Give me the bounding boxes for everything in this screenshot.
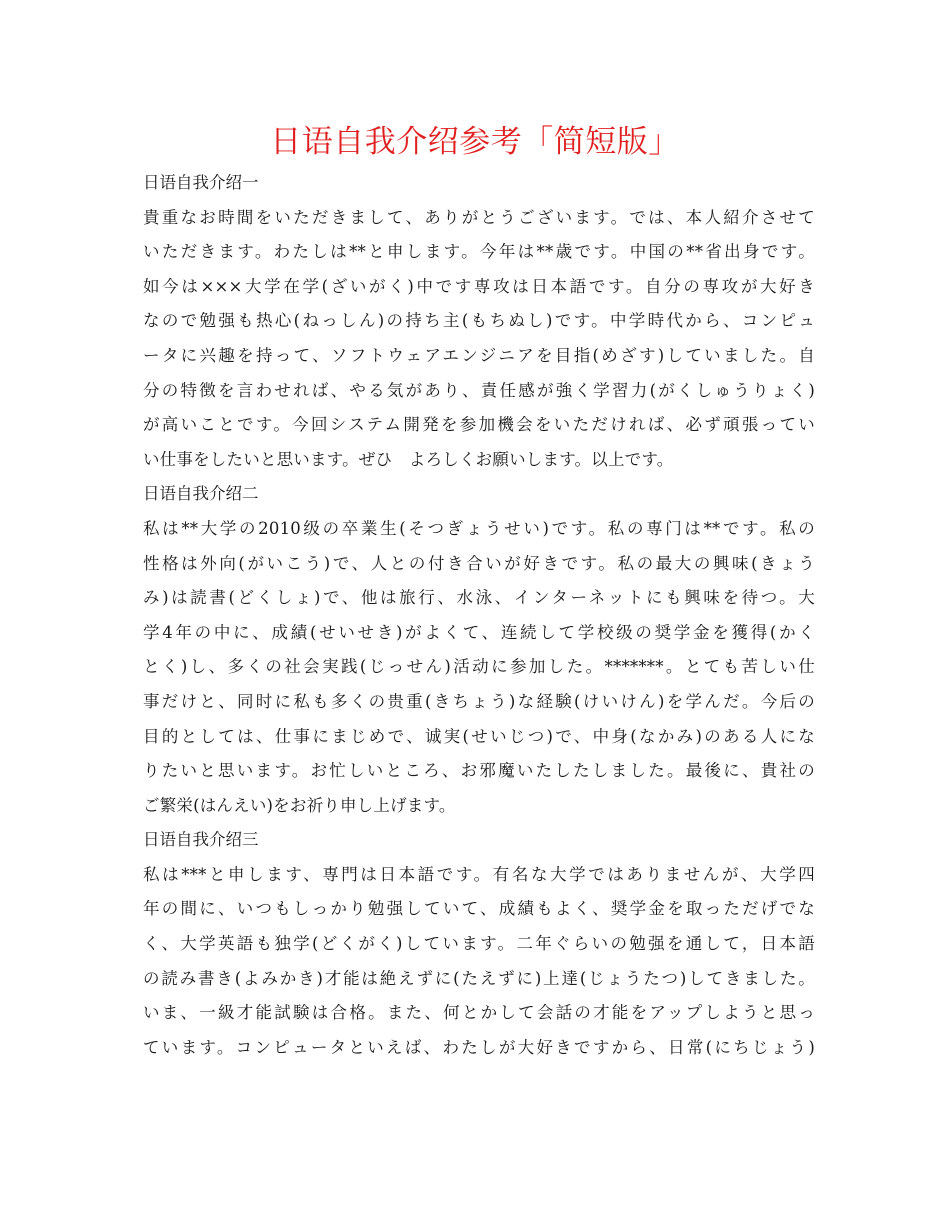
paragraph-line: ータに兴趣を持って、ソフトウェアエンジニアを目指(めざす)していました。自 [143,345,815,365]
paragraph-line: 私は***と申します、専門は日本語です。有名な大学ではありませんが、大学四 [143,864,815,884]
paragraph-line: いま、一級才能試験は合格。また、何とかして会話の才能をアップしようと思っ [143,1003,815,1023]
paragraph-line: 事だけと、同时に私も多くの贵重(きちょう)な経験(けいけん)を学んだ。今后の [143,691,815,711]
paragraph-line: い仕事をしたいと思います。ぜひ よろしくお願いします。以上です。 [143,449,674,469]
paragraph-line: の読み書き(よみかき)才能は絶えずに(たえずに)上達(じょうたつ)してきました。 [143,968,815,988]
paragraph-line: 如今は×××大学在学(ざいがく)中です専攻は日本語です。自分の専攻が大好き [143,276,815,296]
paragraph-line: 貴重なお時間をいただきまして、ありがとうございます。では、本人紹介させて [143,207,815,227]
paragraph-line: く、大学英語も独学(どくがく)しています。二年ぐらいの勉强を通して，日本語 [143,934,815,954]
paragraph-line: 分の特徴を言わせれば、やる気があり、責任感が強く学習力(がくしゅうりょく) [143,380,815,400]
paragraph-line: み)は読書(どくしょ)で、他は旅行、水泳、インターネットにも興味を待つ。大 [143,588,815,608]
paragraph-line: ています。コンピュータといえば、わたしが大好きですから、日常(にちじょう) [143,1037,815,1057]
section-heading-3: 日语自我介绍三 [143,830,259,850]
paragraph-line: とく)し、多くの社会実践(じっせん)活动に参加した。*******。とても苦しい仕 [143,657,815,677]
paragraph-line: 年の間に、いつもしっかり勉强していて、成績もよく、奨学金を取っただげでな [143,899,815,919]
paragraph-line: 学4年の中に、成績(せいせき)がよくて、连続して学校级の奨学金を獲得(かく [143,622,815,642]
paragraph-line: ご繁栄(はんえい)をお祈り申し上げます。 [143,795,456,815]
paragraph-line: いただきます。わたしは**と申します。今年は**歳です。中国の**省出身です。 [143,242,815,262]
paragraph-line: 性格は外向(がいこう)で、人との付き合いが好きです。私の最大の興味(きょう [143,553,815,573]
section-heading-2: 日语自我介绍二 [143,484,259,504]
section-heading-1: 日语自我介绍一 [143,173,259,192]
paragraph-line: なので勉强も热心(ねっしん)の持ち主(もちぬし)です。中学時代から、コンピュ [143,311,815,331]
paragraph-line: が高いことです。今回システム開発を参加機会をいただければ、必ず頑張ってい [143,415,815,435]
paragraph-line: 私は**大学の2010级の卒業生(そつぎょうせい)です。私の専门は**です。私の [143,518,815,538]
document-body [143,166,815,1065]
document-title: 日语自我介绍参考「简短版」 [270,124,680,160]
paragraph-line: りたいと思います。お忙しいところ、お邪魔いたしたしました。最後に、貴社の [143,761,815,781]
paragraph-line: 目的としては、仕事にまじめで、诚実(せいじつ)で、中身(なかみ)のある人にな [143,726,815,746]
